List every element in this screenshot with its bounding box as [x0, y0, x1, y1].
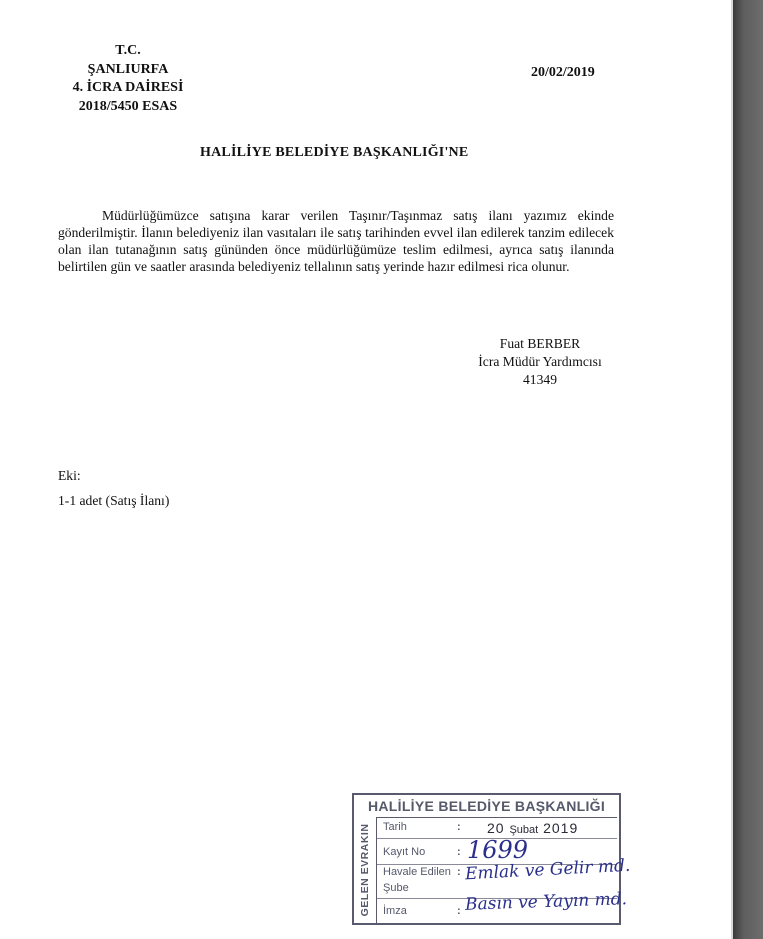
header-line-case-number: 2018/5450 ESAS	[78, 98, 178, 114]
header-line-office: 4. İCRA DAİRESİ	[72, 80, 184, 95]
handwritten-referral-line-1: Emlak ve Gelir md.	[464, 855, 631, 885]
scanner-page-edge	[733, 0, 763, 939]
signature-block	[455, 335, 625, 389]
incoming-document-stamp	[352, 793, 631, 925]
stamp-row-date: Tarih : 20 Şubat 2019	[377, 818, 617, 839]
enclosure-label: Eki:	[58, 468, 81, 483]
document-date: 20/02/2019	[531, 65, 595, 80]
signatory-number: 41349	[523, 372, 557, 387]
header-line-city: ŞANLIURFA	[87, 61, 169, 77]
enclosure-block	[58, 463, 169, 513]
handwritten-referral-line-2: Basın ve Yayın md.	[464, 889, 628, 915]
stamp-row-registry-number: Kayıt No : 1699	[377, 838, 617, 865]
stamp-row-signature: İmza : Basın ve Yayın md.	[383, 889, 628, 917]
addressee: HALİLİYE BELEDİYE BAŞKANLIĞI'NE	[200, 145, 469, 160]
letter-body: Müdürlüğümüzce satışına karar verilen Taşınır/Taşınmaz satış ilanı yazımız ekinde gönderilmiştir. İlanın belediyeniz ilan vasıtaları ile satış tarihinden evvel ilan edilerek tanzim edilecek olan ilan tutanağının satış gününden önce müdürlüğümüze teslim edilmesi, ayrıca satış ilanında belirtilen gün ve saatler arasında belediyeniz tellalının satış yerinde hazır edilmesi rica olunur.	[58, 208, 614, 274]
enclosure-item: 1-1 adet (Satış İlanı)	[58, 493, 170, 508]
stamp-title: HALİLİYE BELEDİYE BAŞKANLIĞI	[367, 798, 606, 814]
signatory-name: Fuat BERBER	[499, 336, 581, 351]
issuing-office-header	[58, 42, 198, 116]
stamp-fields	[377, 817, 631, 924]
stamped-date: 20 Şubat 2019	[487, 820, 579, 836]
stamp-row-branch: Şube	[377, 881, 617, 899]
stamp-row-referred-to: Havale Edilen : Emlak ve Gelir md.	[383, 855, 631, 885]
stamp-side-label: GELEN EVRAKIN	[354, 817, 377, 923]
handwritten-registry-number: 1699	[467, 836, 529, 864]
header-line-tc: T.C.	[115, 43, 141, 58]
signatory-title: İcra Müdür Yardımcısı	[478, 354, 602, 369]
